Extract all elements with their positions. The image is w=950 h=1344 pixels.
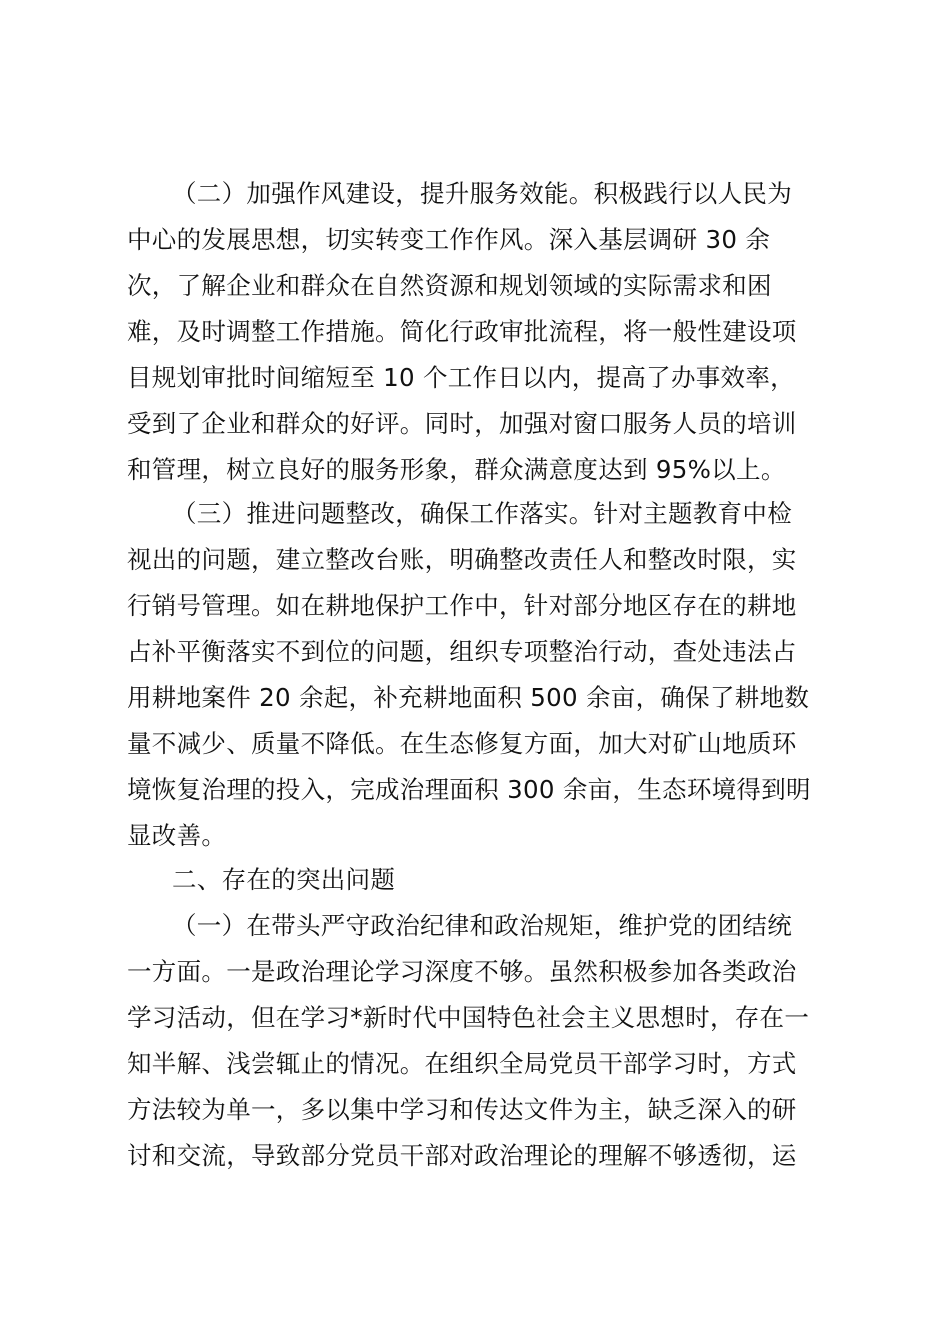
paragraph-3-line-7: 境恢复治理的投入，完成治理面积 300 余亩，生态环境得到明 [127,775,811,804]
paragraph-4-line-2: 一方面。一是政治理论学习深度不够。虽然积极参加各类政治 [127,957,797,986]
paragraph-3-line-2: 视出的问题，建立整改台账，明确整改责任人和整改时限，实 [127,545,797,574]
paragraph-4-line-5: 方法较为单一，多以集中学习和传达文件为主，缺乏深入的研 [127,1095,797,1124]
paragraph-3-line-1: （三）推进问题整改，确保工作落实。针对主题教育中检 [172,499,792,528]
paragraph-2-line-2: 中心的发展思想，切实转变工作作风。深入基层调研 30 余 [127,225,771,254]
paragraph-3-line-5: 用耕地案件 20 余起，补充耕地面积 500 余亩，确保了耕地数 [127,683,810,712]
paragraph-4-line-4: 知半解、浅尝辄止的情况。在组织全局党员干部学习时，方式 [127,1049,797,1078]
paragraph-3-line-3: 行销号管理。如在耕地保护工作中，针对部分地区存在的耕地 [127,591,797,620]
paragraph-2-line-3: 次，了解企业和群众在自然资源和规划领域的实际需求和困 [127,271,772,300]
paragraph-2-line-7: 和管理，树立良好的服务形象，群众满意度达到 95%以上。 [127,455,786,484]
paragraph-4-line-6: 讨和交流，导致部分党员干部对政治理论的理解不够透彻，运 [127,1141,797,1170]
paragraph-3-line-4: 占补平衡落实不到位的问题，组织专项整治行动，查处违法占 [127,637,797,666]
paragraph-2-line-5: 目规划审批时间缩短至 10 个工作日以内，提高了办事效率， [127,363,795,392]
paragraph-2-line-4: 难，及时调整工作措施。简化行政审批流程，将一般性建设项 [127,317,797,346]
paragraph-3-line-8: 显改善。 [127,821,227,850]
paragraph-4-line-1: （一）在带头严守政治纪律和政治规矩，维护党的团结统 [172,911,792,940]
paragraph-2-line-6: 受到了企业和群众的好评。同时，加强对窗口服务人员的培训 [127,409,797,438]
paragraph-4-line-3: 学习活动，但在学习*新时代中国特色社会主义思想时，存在一 [127,1003,810,1032]
paragraph-2-line-1: （二）加强作风建设，提升服务效能。积极践行以人民为 [172,179,792,208]
paragraph-3-line-6: 量不减少、质量不降低。在生态修复方面，加大对矿山地质环 [127,729,797,758]
section-heading: 二、存在的突出问题 [172,865,396,894]
